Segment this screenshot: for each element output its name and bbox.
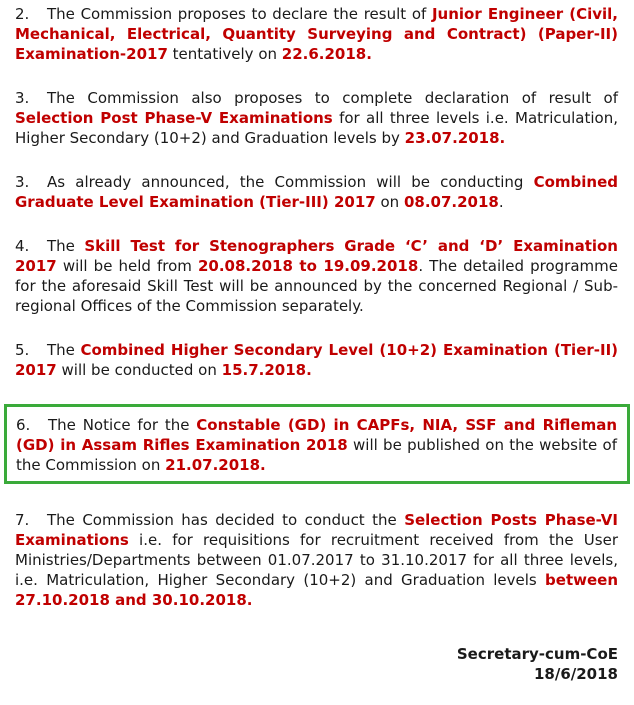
body-text: for all three levels i.e. Matriculation, Higher Secondary (10+2) and Graduation levels by xyxy=(15,109,618,147)
paragraph-number: 4. xyxy=(15,237,30,255)
paragraph-number: 3. xyxy=(15,89,30,107)
paragraph-number: 3. xyxy=(15,173,30,191)
body-text: The Commission proposes to declare the result of xyxy=(47,5,432,23)
paragraph-5 xyxy=(15,340,618,380)
emphasis-text: Selection Post Phase-V Examinations xyxy=(15,109,333,127)
emphasis-text: Skill Test for Stenographers Grade ‘C’ and ‘D’ Examination 2017 xyxy=(15,237,618,275)
body-text: will be conducted on xyxy=(56,361,222,379)
emphasis-text: 15.7.2018. xyxy=(221,361,312,379)
emphasis-text: 20.08.2018 to 19.09.2018 xyxy=(197,257,419,275)
emphasis-text: between 27.10.2018 and 30.10.2018. xyxy=(15,571,618,609)
paragraph-number: 5. xyxy=(15,341,30,359)
body-text: tentatively on xyxy=(167,45,282,63)
emphasis-text: 23.07.2018. xyxy=(404,129,506,147)
paragraph-7 xyxy=(15,510,618,610)
paragraph-1 xyxy=(15,4,618,64)
emphasis-text: Junior Engineer (Civil, Mechanical, Electrical, Quantity Surveying and Contract) (Paper-II) Examination-2017 xyxy=(15,5,618,63)
emphasis-text: Combined Graduate Level Examination (Tier-III) 2017 xyxy=(15,173,618,211)
emphasis-text: Combined Higher Secondary Level (10+2) Examination (Tier-II) 2017 xyxy=(15,341,619,379)
body-text: . The detailed programme for the aforesaid Skill Test will be announced by the concerned Regional / Sub-regional Offices of the Commission separately. xyxy=(15,257,618,315)
paragraph-3 xyxy=(15,172,618,212)
body-text: The Commission also proposes to complete declaration of result of xyxy=(47,89,618,107)
body-text: on xyxy=(375,193,404,211)
paragraph-list xyxy=(15,4,618,610)
body-text: The Notice for the xyxy=(48,416,197,434)
body-text: will be held from xyxy=(56,257,198,275)
body-text: The xyxy=(47,341,81,359)
signature-date: 18/6/2018 xyxy=(533,665,618,683)
signature-title: Secretary-cum-CoE xyxy=(456,645,618,663)
paragraph-number: 6. xyxy=(16,416,31,434)
body-text: will be published on the website of the Commission on xyxy=(16,436,617,474)
emphasis-text: Selection Posts Phase-VI Examinations xyxy=(15,511,618,549)
paragraph-number: 2. xyxy=(15,5,30,23)
paragraph-2 xyxy=(15,88,618,148)
body-text: . xyxy=(498,193,504,211)
emphasis-text: 08.07.2018 xyxy=(403,193,499,211)
emphasis-text: 22.6.2018. xyxy=(281,45,372,63)
paragraph-4 xyxy=(15,236,618,316)
body-text: The Commission has decided to conduct the xyxy=(47,511,405,529)
highlighted-paragraph-box xyxy=(4,404,630,484)
emphasis-text: Constable (GD) in CAPFs, NIA, SSF and Rifleman (GD) in Assam Rifles Examination 2018 xyxy=(16,416,618,454)
paragraph-number: 7. xyxy=(15,511,30,529)
body-text: The xyxy=(47,237,85,255)
body-text: As already announced, the Commission will be conducting xyxy=(47,173,534,191)
body-text: i.e. for requisitions for recruitment received from the User Ministries/Departments between 01.07.2017 to 31.10.2017 for all three levels, i.e. Matriculation, Higher Secondary (10+2) and Graduation levels xyxy=(15,531,618,589)
emphasis-text: 21.07.2018. xyxy=(165,456,266,474)
paragraph-6 xyxy=(16,415,617,475)
signature-block xyxy=(457,644,618,684)
